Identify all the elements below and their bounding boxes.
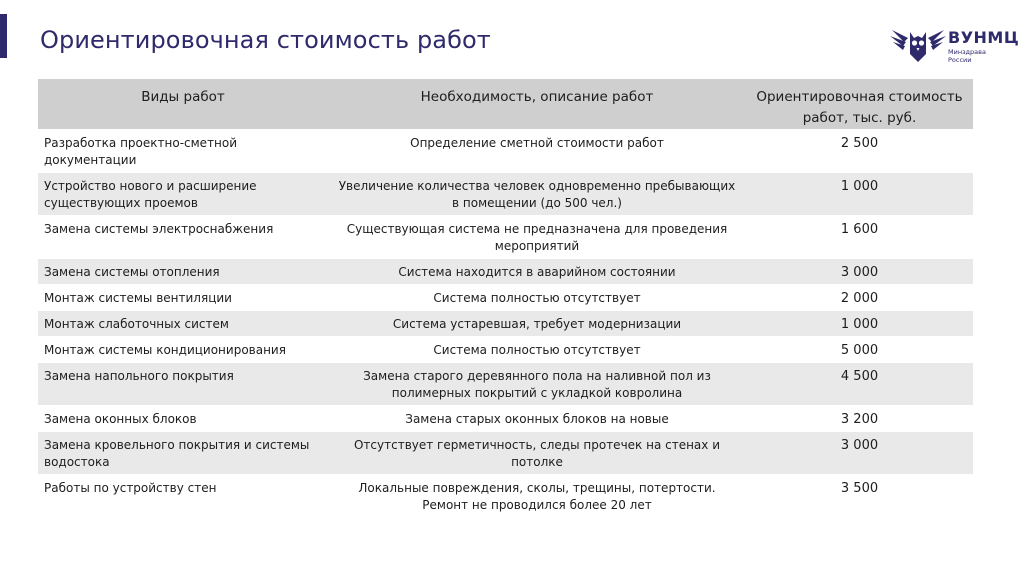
logo-name: ВУНМЦ bbox=[948, 28, 1020, 47]
description-cell: Система полностью отсутствует bbox=[328, 285, 746, 311]
column-header-work: Виды работ bbox=[38, 79, 328, 130]
description-cell: Система находится в аварийном состоянии bbox=[328, 259, 746, 285]
work-cell: Монтаж системы вентиляции bbox=[38, 285, 328, 311]
cost-table bbox=[38, 79, 973, 518]
column-header-cost: Ориентировочная стоимость работ, тыс. руб. bbox=[746, 79, 973, 130]
work-cell: Монтаж системы кондиционирования bbox=[38, 337, 328, 363]
work-cell: Разработка проектно-сметной документации bbox=[38, 130, 328, 173]
table-header-row bbox=[38, 79, 973, 130]
title-accent-bar bbox=[0, 14, 7, 58]
table-row bbox=[38, 432, 973, 475]
column-header-description: Необходимость, описание работ bbox=[328, 79, 746, 130]
cost-cell: 1 600 bbox=[746, 216, 973, 259]
logo-subtitle: Минздрава России bbox=[948, 48, 986, 64]
work-cell: Замена системы отопления bbox=[38, 259, 328, 285]
table-row bbox=[38, 130, 973, 173]
table-row bbox=[38, 311, 973, 337]
cost-cell: 3 000 bbox=[746, 432, 973, 475]
description-cell: Замена старых оконных блоков на новые bbox=[328, 406, 746, 432]
description-cell: Замена старого деревянного пола на наливной пол из полимерных покрытий с укладкой ковролина bbox=[328, 363, 746, 406]
owl-emblem-icon bbox=[890, 24, 946, 64]
work-cell: Устройство нового и расширение существующих проемов bbox=[38, 173, 328, 216]
page-title: Ориентировочная стоимость работ bbox=[40, 26, 491, 54]
table-row bbox=[38, 475, 973, 518]
description-cell: Существующая система не предназначена для проведения мероприятий bbox=[328, 216, 746, 259]
work-cell: Замена кровельного покрытия и системы водостока bbox=[38, 432, 328, 475]
description-cell: Система устаревшая, требует модернизации bbox=[328, 311, 746, 337]
cost-cell: 5 000 bbox=[746, 337, 973, 363]
table-row bbox=[38, 337, 973, 363]
table-row bbox=[38, 259, 973, 285]
work-cell: Замена оконных блоков bbox=[38, 406, 328, 432]
cost-cell: 3 000 bbox=[746, 259, 973, 285]
cost-cell: 2 500 bbox=[746, 130, 973, 173]
work-cell: Замена напольного покрытия bbox=[38, 363, 328, 406]
description-cell: Система полностью отсутствует bbox=[328, 337, 746, 363]
work-cell: Работы по устройству стен bbox=[38, 475, 328, 518]
description-cell: Локальные повреждения, сколы, трещины, потертости. Ремонт не проводился более 20 лет bbox=[328, 475, 746, 518]
cost-cell: 4 500 bbox=[746, 363, 973, 406]
table-row bbox=[38, 216, 973, 259]
description-cell: Определение сметной стоимости работ bbox=[328, 130, 746, 173]
cost-cell: 3 500 bbox=[746, 475, 973, 518]
table-row bbox=[38, 406, 973, 432]
description-cell: Отсутствует герметичность, следы протечек на стенах и потолке bbox=[328, 432, 746, 475]
logo bbox=[890, 24, 1020, 64]
table-row bbox=[38, 173, 973, 216]
table-row bbox=[38, 285, 973, 311]
cost-cell: 3 200 bbox=[746, 406, 973, 432]
work-cell: Монтаж слаботочных систем bbox=[38, 311, 328, 337]
description-cell: Увеличение количества человек одновременно пребывающих в помещении (до 500 чел.) bbox=[328, 173, 746, 216]
work-cell: Замена системы электроснабжения bbox=[38, 216, 328, 259]
cost-cell: 1 000 bbox=[746, 311, 973, 337]
table-row bbox=[38, 363, 973, 406]
cost-cell: 2 000 bbox=[746, 285, 973, 311]
cost-cell: 1 000 bbox=[746, 173, 973, 216]
